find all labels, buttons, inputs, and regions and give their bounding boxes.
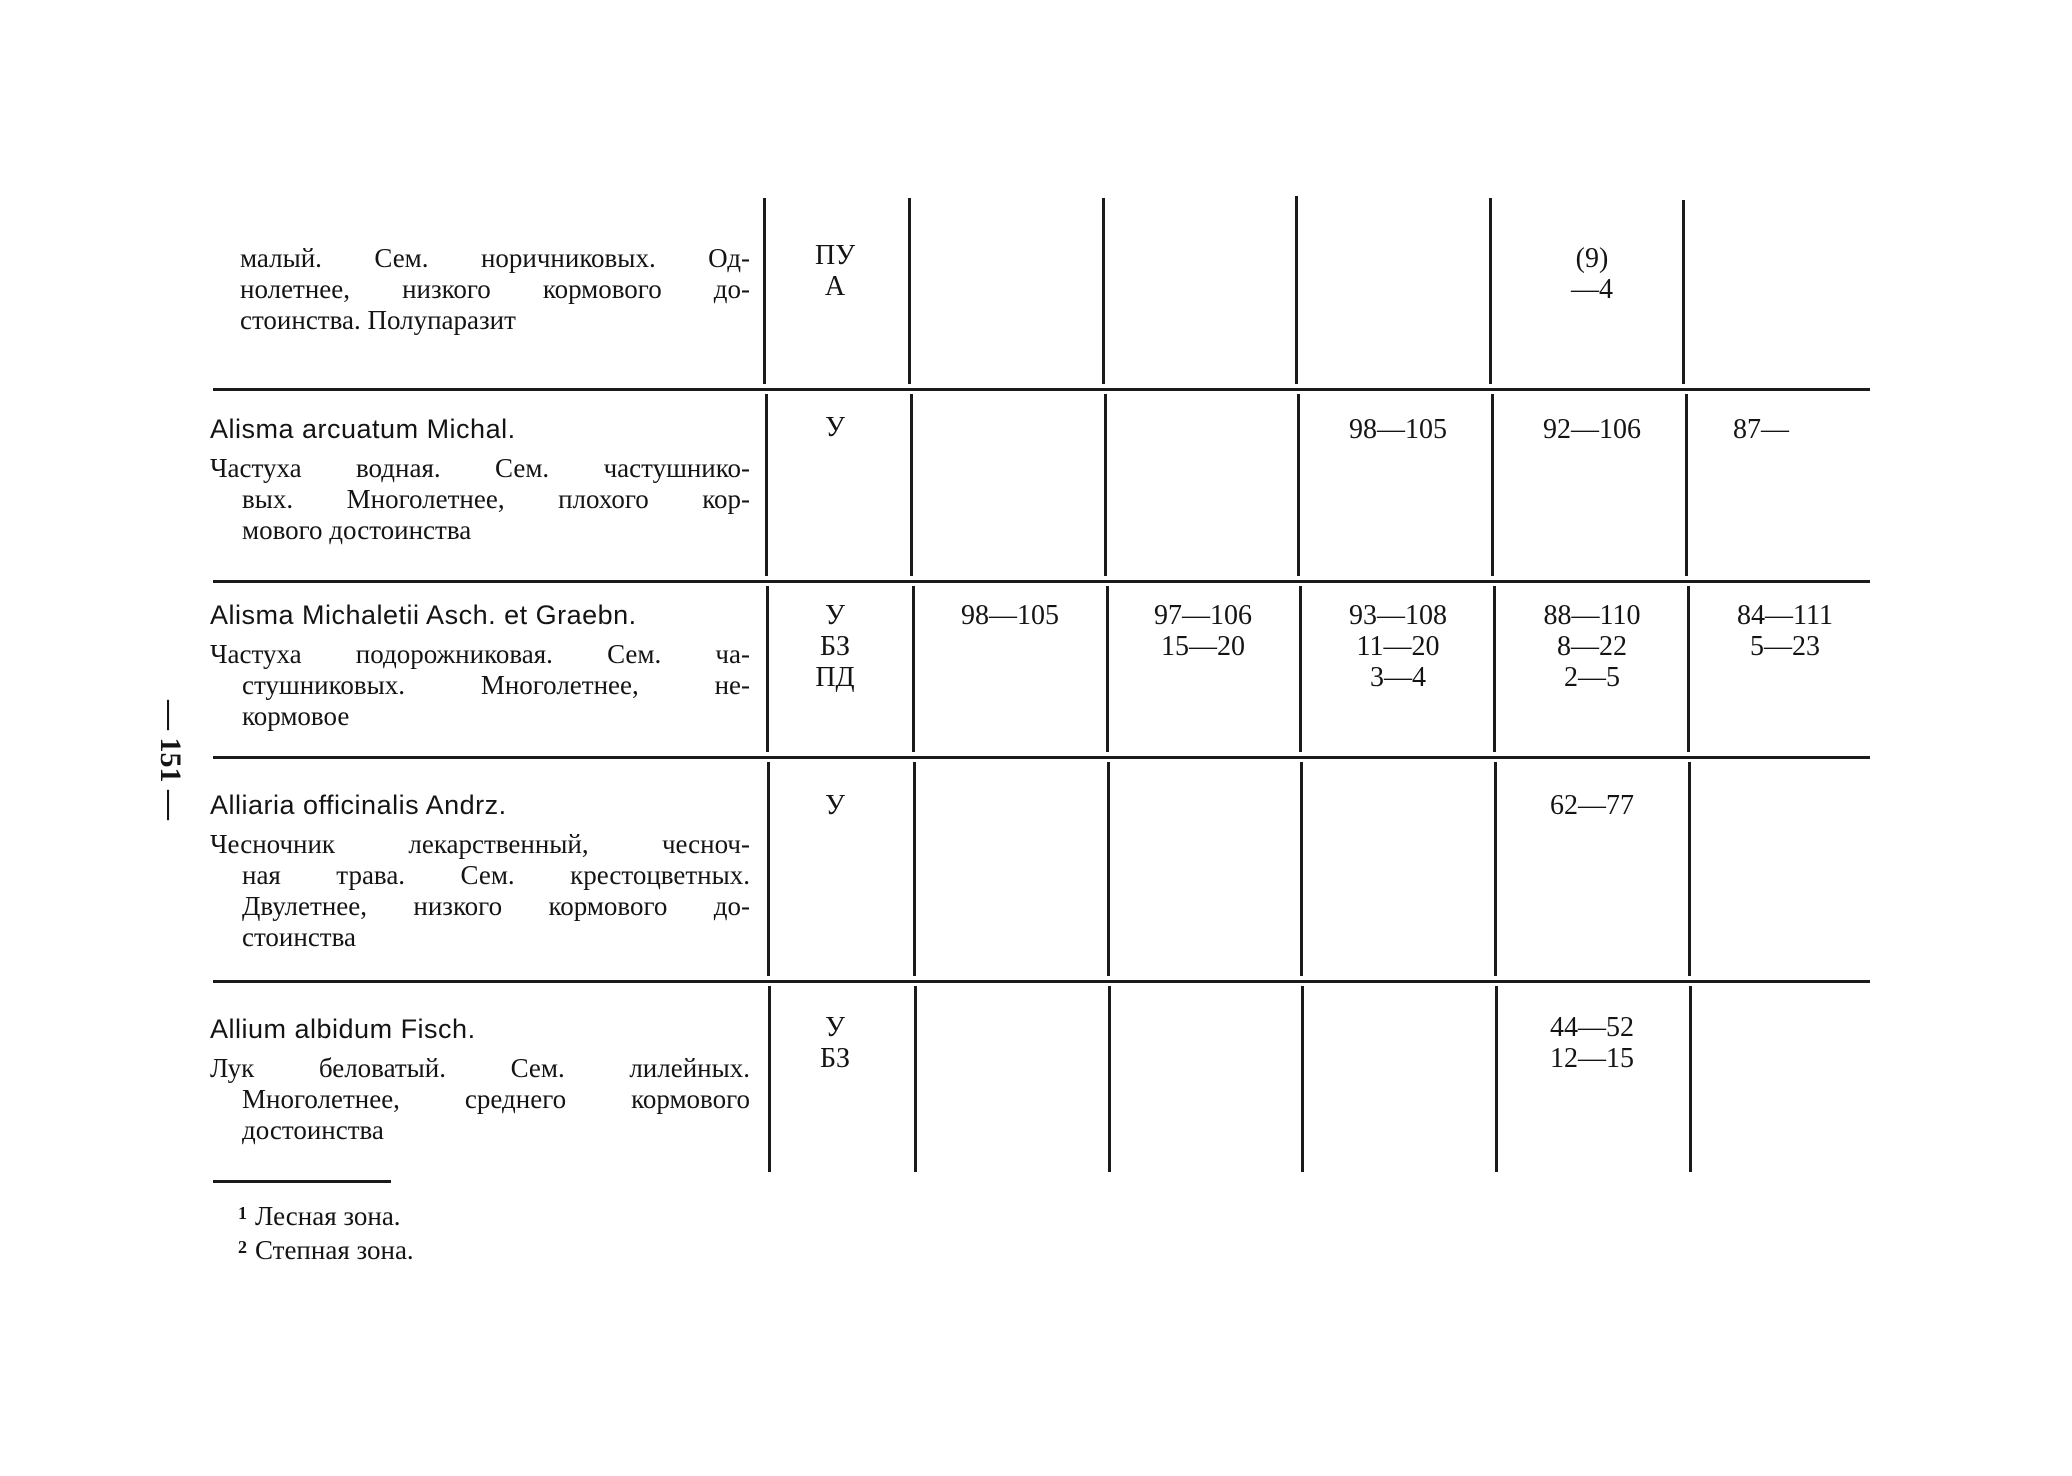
value-cell [1497,414,1687,445]
description-line: стоинства. Полупаразит [240,305,516,335]
description-line: мового достоинства [242,515,472,545]
footnote-mark: 1 [238,1203,247,1223]
zone-code: БЗ [819,631,851,662]
species-description [210,414,750,546]
column-rule [1104,394,1107,576]
species-description [240,243,750,336]
footnote-text: Лесная зона. [255,1201,401,1231]
zone-code-cell [770,412,900,443]
value: 62—77 [1550,790,1634,821]
description-line: Чесночник лекарственный, чесноч- [210,829,750,859]
description-line: Частуха подорожниковая. Сем. ча- [210,639,750,669]
footnote-mark: 2 [238,1237,247,1257]
description-line: ная трава. Сем. крестоцветных. [242,860,750,890]
value-cell [1497,600,1687,693]
column-rule [1688,762,1691,976]
description-line: Лук беловатый. Сем. лилейных. [210,1053,750,1083]
latin-name: Allium albidum Fisch. [210,1014,476,1044]
row-rule [213,580,1870,583]
column-rule [1107,762,1110,976]
value-cell [1303,600,1493,693]
species-description [210,790,750,953]
footnote-rule [213,1180,391,1183]
value: 93—108 [1349,600,1447,631]
column-rule [1295,196,1298,384]
zone-code-cell [770,600,900,693]
value: 11—20 [1356,631,1440,662]
value: 98—105 [961,600,1059,631]
zone-code-cell [770,1012,900,1074]
value: 2—5 [1564,662,1620,693]
description-line: стушниковых. Многолетнее, не- [242,670,750,700]
value-cell [1303,414,1493,445]
zone-code: У [825,1012,845,1043]
zone-code-cell [770,790,900,821]
zone-code: У [825,600,845,631]
zone-code: У [825,790,845,821]
column-rule [1102,198,1105,384]
species-description [210,600,750,732]
column-rule [914,986,917,1172]
zone-code: У [825,412,845,443]
footnote-text: Степная зона. [255,1235,414,1265]
value-cell [915,600,1105,631]
description-line: достоинства [242,1115,384,1145]
column-rule [1297,394,1300,576]
value: 92—106 [1543,414,1641,445]
description-line: Частуха водная. Сем. частушнико- [210,453,750,483]
description-line: кормовое [242,701,350,731]
description-line: малый. Сем. норичниковых. Од- [240,243,750,273]
column-rule [766,586,769,752]
footnote [238,1232,414,1266]
value-cell [1733,414,1923,445]
footnote [238,1198,401,1232]
column-rule [1108,986,1111,1172]
row-rule [213,388,1870,391]
value: 84—111 [1737,600,1833,631]
zone-code: А [824,271,846,302]
value: 88—110 [1543,600,1641,631]
value: 5—23 [1750,631,1820,662]
row-rule [213,756,1870,759]
value-cell [1497,1012,1687,1074]
value-cell [1690,600,1880,662]
latin-name: Alisma arcuatum Michal. [210,414,516,444]
column-rule [1489,198,1492,384]
column-rule [913,762,916,976]
value: 3—4 [1370,662,1426,693]
value: 8—22 [1557,631,1627,662]
value-cell [1497,243,1687,305]
description-line: Многолетнее, среднего кормового [242,1084,750,1114]
value: 15—20 [1161,631,1245,662]
zone-code-cell [770,240,900,302]
value-cell [1108,600,1298,662]
value: 44—52 [1550,1012,1634,1043]
value-cell [1497,790,1687,821]
zone-code: ПУ [814,240,856,271]
column-rule [763,198,766,384]
description-line: нолетнее, низкого кормового до- [240,274,750,304]
row-rule [213,980,1870,983]
zone-code: БЗ [819,1043,851,1074]
value: —4 [1571,274,1613,305]
latin-name: Alisma Michaletii Asch. et Graebn. [210,600,637,630]
column-rule [910,394,913,576]
column-rule [1689,986,1692,1172]
zone-code: ПД [815,662,855,693]
column-rule [1301,986,1304,1172]
column-rule [1299,586,1302,752]
latin-name: Alliaria officinalis Andrz. [210,790,507,820]
value: 97—106 [1154,600,1252,631]
column-rule [1493,586,1496,752]
description-line: стоинства [242,922,356,952]
value: 98—105 [1349,414,1447,445]
value: 87— [1733,414,1789,445]
description-line: вых. Многолетнее, плохого кор- [242,484,750,514]
column-rule [765,394,768,576]
page-number: — 151 — [154,700,187,820]
value: (9) [1575,243,1609,274]
column-rule [1300,762,1303,976]
column-rule [908,198,911,384]
description-line: Двулетнее, низкого кормового до- [242,891,750,921]
value: 12—15 [1550,1043,1634,1074]
species-description [210,1014,750,1146]
